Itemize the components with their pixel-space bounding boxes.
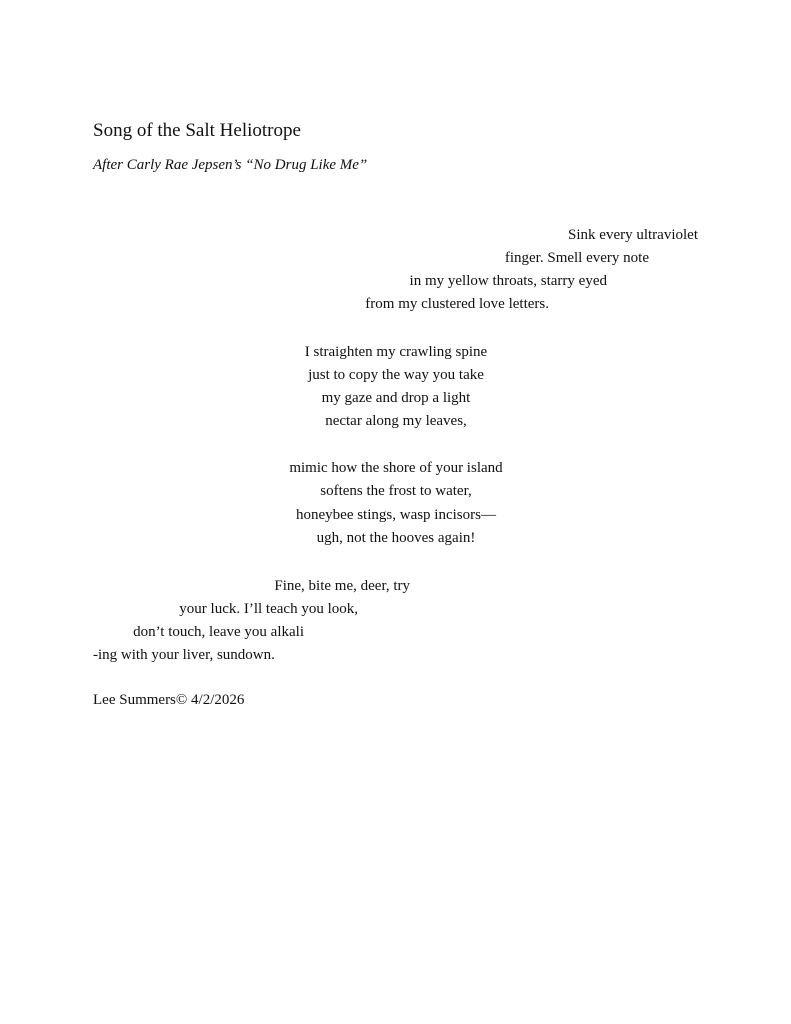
poem-subtitle: After Carly Rae Jepsen’s “No Drug Like Me” (93, 157, 368, 173)
poem-line: -ing with your liver, sundown. (93, 647, 275, 663)
poem-line: honeybee stings, wasp incisors— (296, 507, 496, 523)
poem-line: I straighten my crawling spine (304, 344, 488, 360)
poem-line: Fine, bite me, deer, try (274, 578, 410, 594)
author-signature: Lee Summers© 4/2/2026 (93, 692, 245, 708)
poem-line: don’t touch, leave you alkali (133, 624, 304, 640)
poem-line: Sink every ultraviolet (568, 227, 698, 243)
poem-line: my gaze and drop a light (321, 390, 471, 406)
poem-line: ugh, not the hooves again! (316, 530, 476, 546)
poem-line: in my yellow throats, starry eyed (409, 273, 607, 289)
poem-line: mimic how the shore of your island (289, 460, 503, 476)
poem-line: softens the frost to water, (320, 483, 472, 499)
poem-line: just to copy the way you take (308, 367, 484, 383)
poem-line: from my clustered love letters. (365, 296, 549, 312)
poem-line: your luck. I’ll teach you look, (179, 601, 358, 617)
poem-line: finger. Smell every note (504, 250, 649, 266)
poem-title: Song of the Salt Heliotrope (93, 120, 301, 141)
poem-line: nectar along my leaves, (325, 413, 467, 429)
